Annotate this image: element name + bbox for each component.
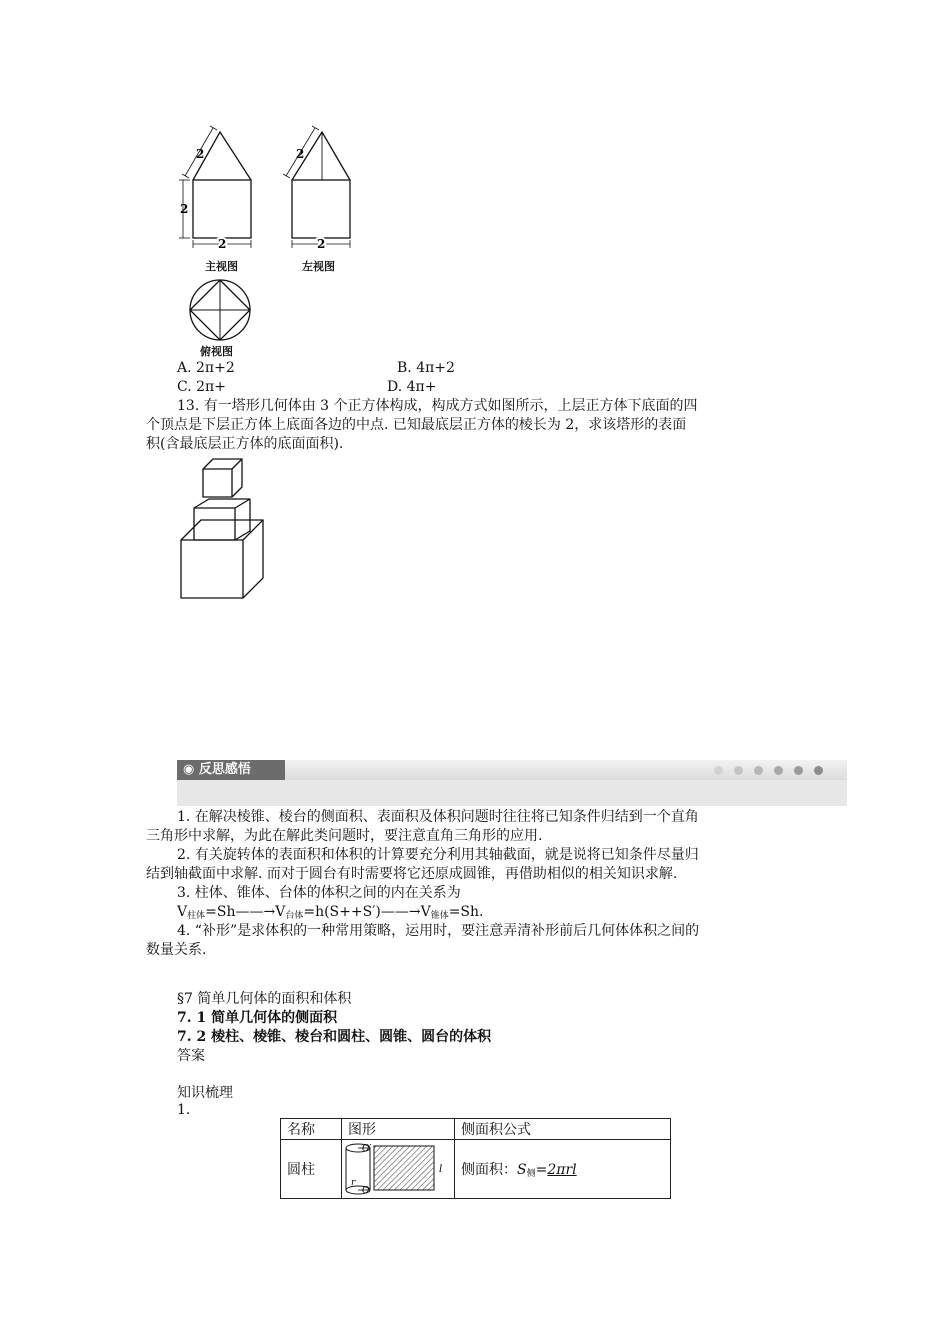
answer-table [280,1118,671,1199]
subsection-72: 7. 2 棱柱、棱锥、棱台和圆柱、圆锥、圆台的体积 [177,1029,492,1045]
reflection-title: ◉ 反思感悟 [177,760,285,780]
formula-part1: =Sh——→V [205,904,286,920]
row-formula [455,1140,671,1199]
item-number: 1. [177,1102,191,1118]
reflection-p2-l2: 结到轴截面中求解. 而对于圆台有时需要将它还原成圆锥，再借助相似的相关知识求解. [146,866,678,882]
cube-tower-figure [178,452,270,604]
decor-dot [734,766,743,775]
side-view-label: 左视图 [302,260,335,273]
row-name: 圆柱 [281,1140,342,1199]
formula-sub-zhui: 锥体 [430,911,449,921]
header-figure: 图形 [342,1119,455,1140]
decor-dot [774,766,783,775]
front-width-dim: 2 [218,237,227,251]
formula-sub: 侧 [526,1169,536,1179]
option-c: C. 2π+ [177,379,226,395]
reflection-p1-l1: 1. 在解决棱锥、棱台的侧面积、表面积及体积问题时往往将已知条件归结到一个直角 [177,809,699,825]
reflection-banner [177,760,847,806]
decor-dot [714,766,723,775]
top-view [190,280,250,340]
cylinder-unrolled-figure [342,1140,454,1198]
subsection-71: 7. 1 简单几何体的侧面积 [177,1010,338,1026]
reflection-p4-l2: 数量关系. [146,942,207,958]
formula-s: S [517,1162,527,1178]
knowledge-heading: 知识梳理 [177,1085,233,1101]
reflection-p3: 3. 柱体、锥体、台体的体积之间的内在关系为 [177,885,461,901]
table-row [281,1140,671,1199]
reflection-p4-l1: 4. “补形”是求体积的一种常用策略，运用时，要注意弄清补形前后几何体体积之间的 [177,923,700,939]
banner-strip [285,760,847,780]
row-figure [342,1140,455,1199]
reflection-p1-l2: 三角形中求解，为此在解此类问题时，要注意直角三角形的应用. [146,828,543,844]
formula-v: V [177,904,188,920]
option-b: B. 4π+2 [397,360,455,376]
fig-label-o-prime: O′ [362,1144,372,1154]
front-height-dim: 2 [180,202,189,216]
front-view [179,126,251,248]
side-slant-dim: 2 [296,147,305,161]
formula-prefix: 侧面积： [461,1162,517,1178]
header-formula: 侧面积公式 [455,1119,671,1140]
bottom-cube [181,540,243,598]
formula-sub-tai: 台体 [285,911,304,921]
decor-dot [814,766,823,775]
front-view-label: 主视图 [205,260,238,273]
decor-dot [794,766,803,775]
decor-dot [754,766,763,775]
formula-part3: =Sh. [448,904,484,920]
formula-eq: = [535,1162,548,1178]
formula-blank: 2πrl [547,1162,577,1178]
q13-line2: 个顶点是下层正方体上底面各边的中点. 已知最底层正方体的棱长为 2，求该塔形的表面 [146,417,687,433]
option-a: A. 2π+2 [177,360,235,376]
side-view [283,126,350,248]
reflection-p2-l1: 2. 有关旋转体的表面积和体积的计算要充分利用其轴截面，就是说将已知条件尽量归 [177,847,699,863]
formula-sub-zhu: 柱体 [187,911,206,921]
header-name: 名称 [281,1119,342,1140]
fig-label-l: l [439,1164,443,1175]
q13-line1: 13. 有一塔形几何体由 3 个正方体构成，构成方式如图所示，上层正方体下底面的四 [177,398,698,414]
top-view-label: 俯视图 [200,345,233,358]
formula-part2: =h(S++S′)——→V [303,904,431,920]
table-header-row [281,1119,671,1140]
section-title: §7 简单几何体的面积和体积 [177,991,352,1007]
fig-label-r: r [351,1178,356,1188]
fig-label-o: O [362,1186,370,1196]
front-slant-dim: 2 [196,147,205,161]
side-width-dim: 2 [317,237,326,251]
answer-heading: 答案 [177,1048,205,1064]
q13-line3: 积(含最底层正方体的底面面积). [146,436,344,452]
option-d: D. 4π+ [387,379,437,395]
three-view-figure [170,120,370,370]
